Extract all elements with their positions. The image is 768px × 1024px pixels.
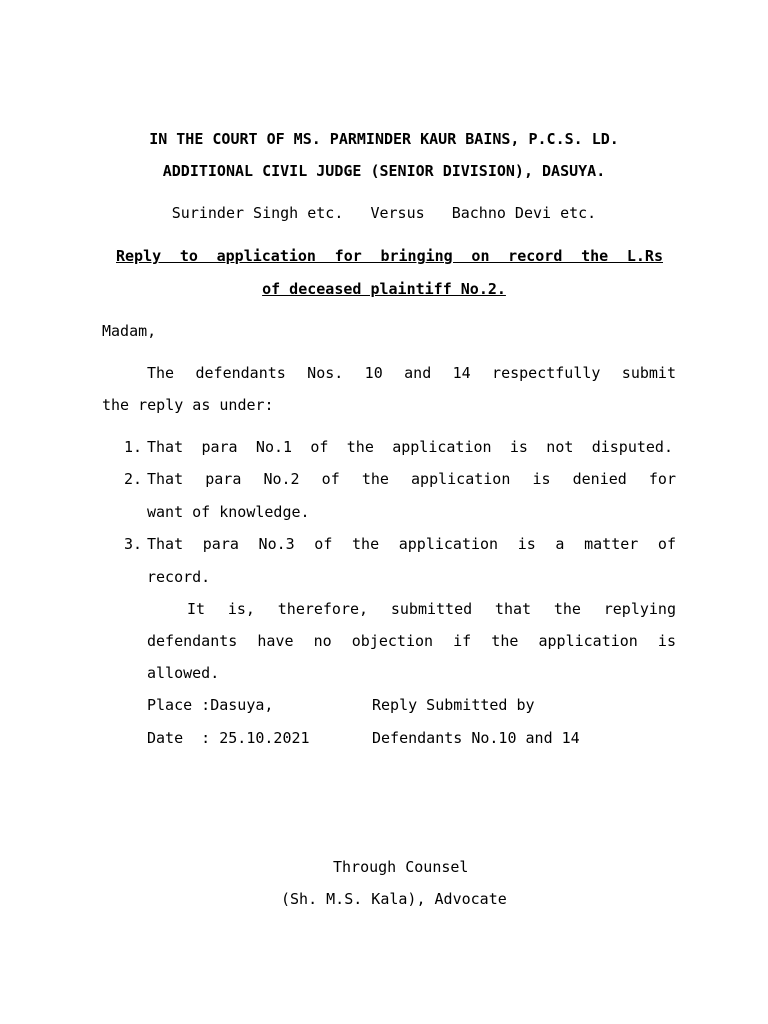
advocate-name: (Sh. M.S. Kala), Advocate: [281, 890, 507, 908]
item-number: 2.: [124, 470, 143, 488]
intro-line2: the reply as under:: [102, 396, 274, 414]
conclusion-line3: allowed.: [147, 664, 220, 682]
defendants-label: Defendants No.10 and 14: [372, 729, 580, 747]
subject-line1: Reply to application for bringing on record the L.Rs: [116, 247, 663, 265]
item-3-line2: record.: [147, 568, 211, 586]
case-parties: Surinder Singh etc. Versus Bachno Devi etc.: [171, 204, 597, 222]
reply-submitted-by: Reply Submitted by: [372, 696, 535, 714]
item-2-line2: want of knowledge.: [147, 503, 310, 521]
item-3-line1: That para No.3 of the application is a matter of: [147, 535, 676, 553]
court-heading-line2: ADDITIONAL CIVIL JUDGE (SENIOR DIVISION), DASUYA.: [162, 162, 606, 180]
item-2-line1: That para No.2 of the application is denied for: [147, 470, 676, 488]
conclusion-line1: It is, therefore, submitted that the replying: [187, 600, 676, 618]
salutation: Madam,: [102, 322, 157, 340]
court-heading-line1: IN THE COURT OF MS. PARMINDER KAUR BAINS, P.C.S. LD.: [149, 130, 619, 148]
intro-line1: The defendants Nos. 10 and 14 respectfully submit: [147, 364, 676, 382]
subject-line2: [0, 279, 768, 299]
place-label: Place :Dasuya,: [147, 696, 274, 714]
subject-line2-text: of deceased plaintiff No.2.: [262, 280, 506, 298]
conclusion-line2: defendants have no objection if the application is: [147, 632, 676, 650]
date-label: Date : 25.10.2021: [147, 729, 310, 747]
item-number: 1.: [124, 438, 143, 456]
item-1-line1: That para No.1 of the application is not disputed.: [147, 438, 673, 456]
through-counsel: Through Counsel: [333, 858, 469, 876]
item-number: 3.: [124, 535, 143, 553]
